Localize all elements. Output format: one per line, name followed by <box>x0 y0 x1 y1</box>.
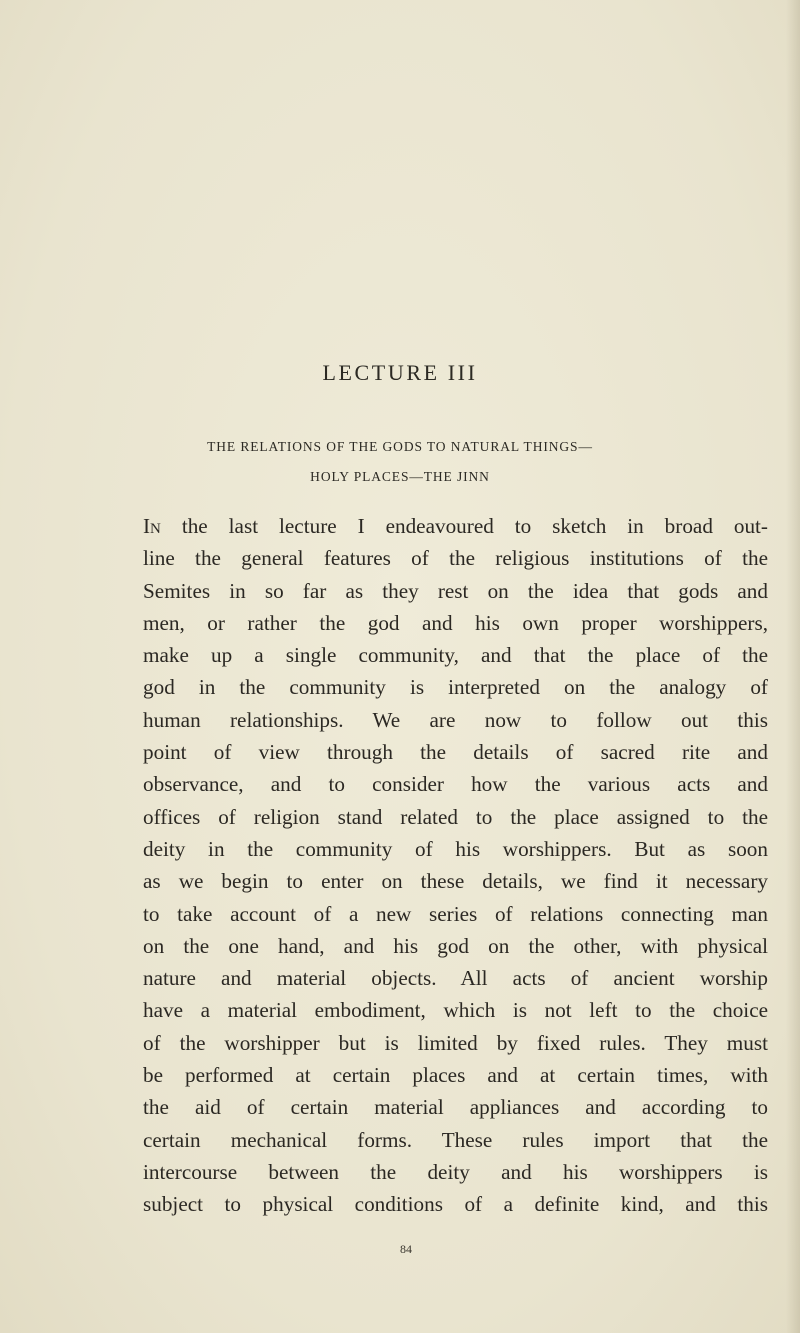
text-line: on the one hand, and his god on the other, with physical <box>143 933 768 958</box>
page-number: 84 <box>400 1242 412 1256</box>
lecture-title: LECTURE III <box>322 360 478 385</box>
text-line: point of view through the details of sacred rite and <box>143 740 768 765</box>
text-line: to take account of a new series of relations connecting man <box>143 901 768 926</box>
text-line: as we begin to enter on these details, we find it necessary <box>143 869 768 894</box>
text-line: god in the community is interpreted on the analogy of <box>143 675 768 700</box>
text-line: line the general features of the religious institutions of the <box>143 546 768 571</box>
opening-word: In <box>143 514 161 538</box>
text-line: intercourse between the deity and his worshippers is <box>143 1159 768 1184</box>
body-paragraph <box>143 510 768 1221</box>
text-line: offices of religion stand related to the place assigned to the <box>143 804 768 829</box>
text-line: have a material embodiment, which is not left to the choice <box>143 998 768 1023</box>
text-line: In the last lecture I endeavoured to sketch in broad out- <box>143 514 768 538</box>
chapter-subtitle-line-1: THE RELATIONS OF THE GODS TO NATURAL THINGS— <box>207 439 593 454</box>
text-line: make up a single community, and that the place of the <box>143 643 768 668</box>
text-line: be performed at certain places and at certain times, with <box>143 1063 768 1088</box>
text-line: men, or rather the god and his own proper worshippers, <box>143 610 768 635</box>
text-line: Semites in so far as they rest on the idea that gods and <box>143 578 768 603</box>
text-line: certain mechanical forms. These rules import that the <box>143 1127 768 1152</box>
text-line: observance, and to consider how the various acts and <box>143 772 768 797</box>
page-edge-shadow <box>786 0 800 1333</box>
text-line: human relationships. We are now to follow out this <box>143 707 768 732</box>
text-line: nature and material objects. All acts of ancient worship <box>143 966 768 991</box>
text-line: of the worshipper but is limited by fixed rules. They must <box>143 1030 768 1055</box>
chapter-subtitle-line-2: HOLY PLACES—THE JINN <box>310 469 490 484</box>
text-line: deity in the community of his worshippers. But as soon <box>143 836 768 861</box>
text-line: subject to physical conditions of a definite kind, and this <box>143 1192 768 1217</box>
text-line: the aid of certain material appliances and according to <box>143 1095 768 1120</box>
